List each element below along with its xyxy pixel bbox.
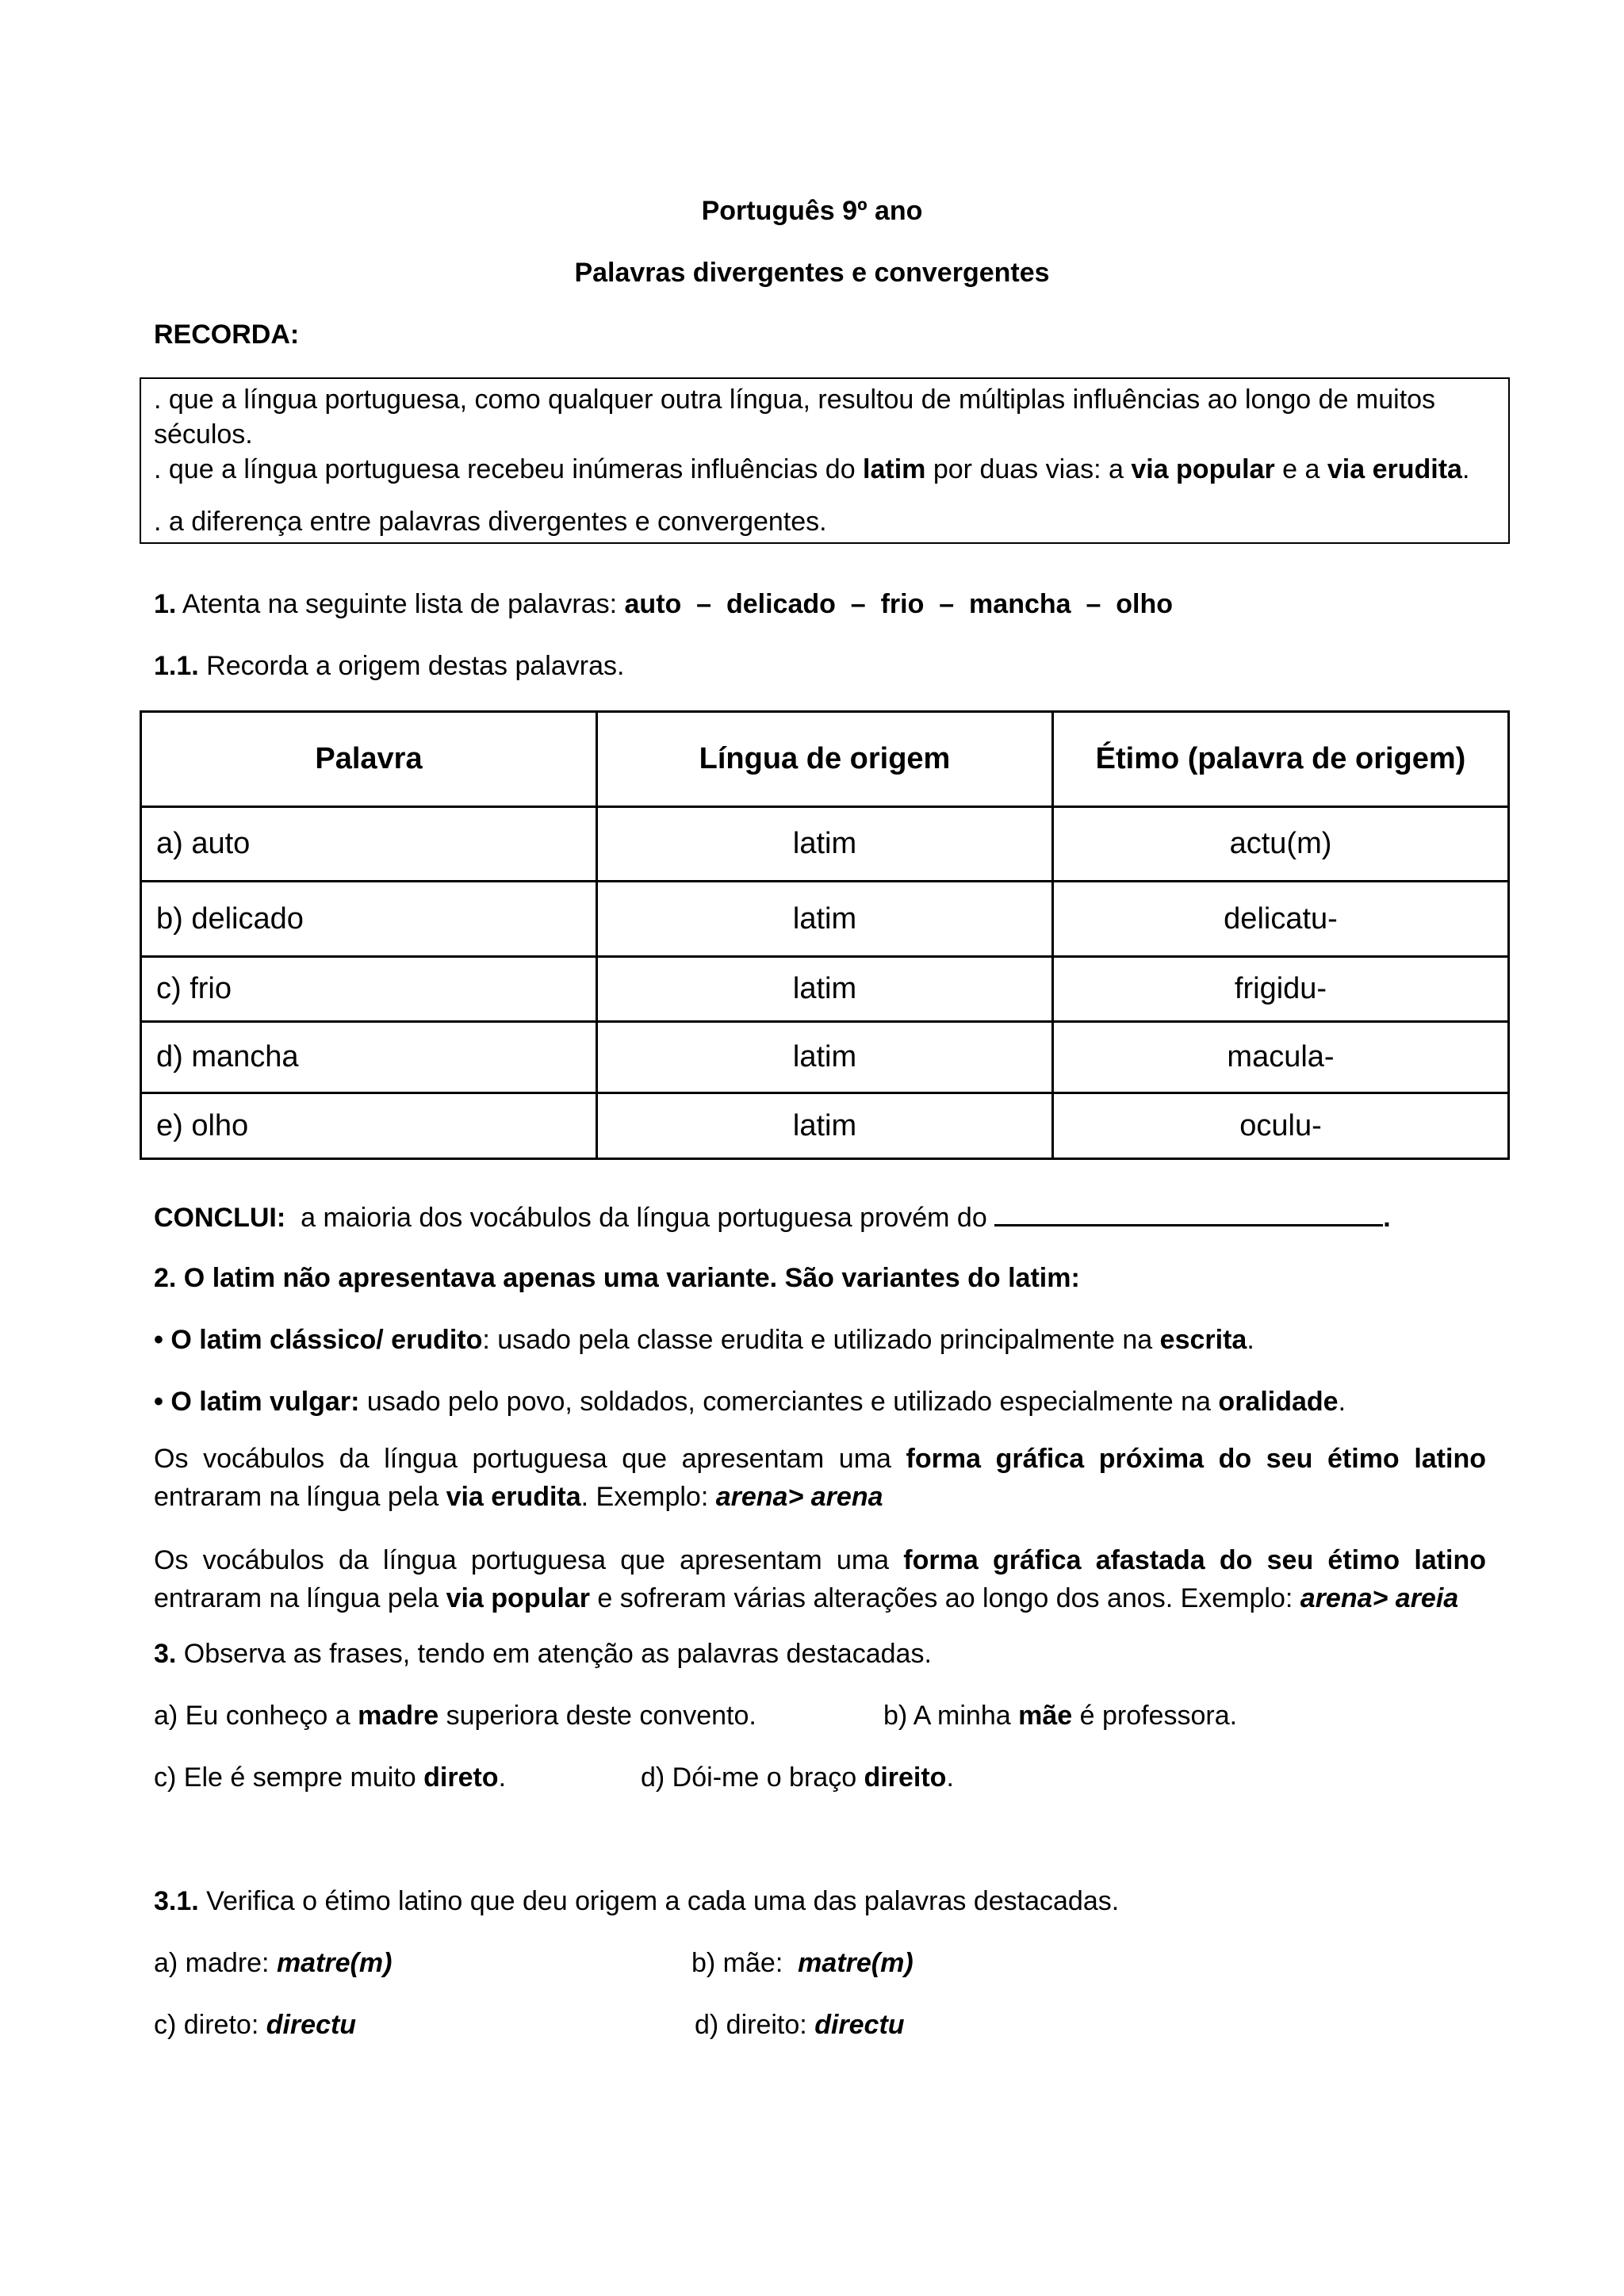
table-row <box>141 957 1509 1022</box>
table-row <box>141 1093 1509 1159</box>
answer-blank[interactable] <box>994 1200 1383 1226</box>
sentence-a: a) Eu conheço a madre superiora deste convento. <box>154 1701 756 1731</box>
bullet-latim-classico: • O latim clássico/ erudito: usado pela classe erudita e utilizado principalmente na escrita. <box>154 1325 1254 1355</box>
cell-word: e) olho <box>141 1093 597 1159</box>
cell-language: latim <box>597 882 1053 957</box>
cell-word: a) auto <box>141 807 597 882</box>
question-2-heading: 2. O latim não apresentava apenas uma variante. São variantes do latim: <box>154 1263 1080 1293</box>
cell-language: latim <box>597 1022 1053 1093</box>
header-palavra: Palavra <box>141 712 597 807</box>
etymon-d: d) direito: directu <box>695 2010 905 2040</box>
recorda-label: RECORDA: <box>154 320 300 350</box>
cell-etymon: actu(m) <box>1053 807 1509 882</box>
table-header-row <box>141 712 1509 807</box>
paragraph-via-popular: Os vocábulos da língua portuguesa que apresentam uma forma gráfica afastada do seu étimo latino entraram na língua pela via popular e sofreram várias alterações ao longo dos anos. Exemplo: arena> areia <box>154 1545 1486 1613</box>
cell-language: latim <box>597 957 1053 1022</box>
cell-language: latim <box>597 807 1053 882</box>
recall-line-2: . que a língua portuguesa recebeu inúmeras influências do latim por duas vias: a via popular e a via erudita. <box>154 454 1470 484</box>
recall-line-1b: séculos. <box>154 419 253 450</box>
paragraph-via-erudita: Os vocábulos da língua portuguesa que apresentam uma forma gráfica próxima do seu étimo latino entraram na língua pela via erudita. Exemplo: arena> arena <box>154 1444 1486 1512</box>
table-row <box>141 807 1509 882</box>
question-1: 1. Atenta na seguinte lista de palavras: auto – delicado – frio – mancha – olho <box>154 589 1174 619</box>
origin-table <box>140 710 1510 1160</box>
question-3: 3. Observa as frases, tendo em atenção as palavras destacadas. <box>154 1639 932 1669</box>
sentence-b: b) A minha mãe é professora. <box>883 1701 1238 1731</box>
document-subtitle: Palavras divergentes e convergentes <box>574 258 1050 288</box>
header-lingua: Língua de origem <box>597 712 1053 807</box>
etymon-c: c) direto: directu <box>154 2010 357 2040</box>
recall-line-3: . a diferença entre palavras divergentes e convergentes. <box>154 507 827 537</box>
sentence-d: d) Dói-me o braço direito. <box>641 1762 954 1793</box>
table-row <box>141 882 1509 957</box>
recall-line-1: . que a língua portuguesa, como qualquer outra língua, resultou de múltiplas influências ao longo de muitos <box>154 385 1436 415</box>
table-row <box>141 1022 1509 1093</box>
question-1-1: 1.1. Recorda a origem destas palavras. <box>154 651 625 681</box>
conclui-line: CONCLUI: a maioria dos vocábulos da língua portuguesa provém do . <box>154 1200 1391 1234</box>
cell-word: b) delicado <box>141 882 597 957</box>
question-3-1: 3.1. Verifica o étimo latino que deu origem a cada uma das palavras destacadas. <box>154 1886 1120 1916</box>
etymon-b: b) mãe: matre(m) <box>691 1948 914 1978</box>
cell-word: c) frio <box>141 957 597 1022</box>
recall-box <box>140 377 1510 544</box>
header-etimo: Étimo (palavra de origem) <box>1053 712 1509 807</box>
document-title: Português 9º ano <box>701 196 923 226</box>
bullet-latim-vulgar: • O latim vulgar: usado pelo povo, soldados, comerciantes e utilizado especialmente na oralidade. <box>154 1387 1346 1417</box>
etymon-a: a) madre: matre(m) <box>154 1948 393 1978</box>
cell-word: d) mancha <box>141 1022 597 1093</box>
cell-etymon: frigidu- <box>1053 957 1509 1022</box>
cell-language: latim <box>597 1093 1053 1159</box>
cell-etymon: delicatu- <box>1053 882 1509 957</box>
sentence-c: c) Ele é sempre muito direto. <box>154 1762 507 1793</box>
cell-etymon: macula- <box>1053 1022 1509 1093</box>
cell-etymon: oculu- <box>1053 1093 1509 1159</box>
